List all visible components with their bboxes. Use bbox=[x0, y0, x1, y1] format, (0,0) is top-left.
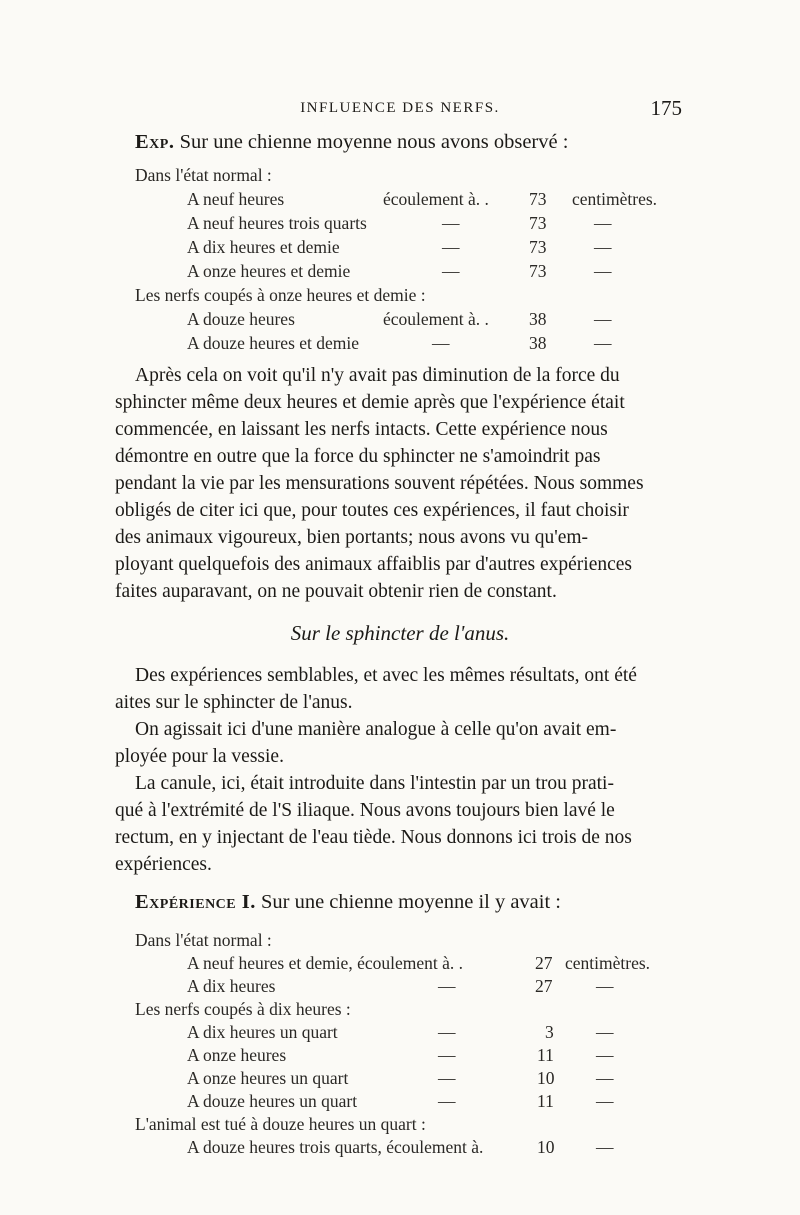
experience-label: Expérience I. bbox=[135, 891, 256, 913]
text-line: rectum, en y injectant de l'eau tiède. Nous donnons ici trois de nos bbox=[115, 827, 632, 848]
row-unit: centimètres. bbox=[572, 189, 658, 209]
row-flow: — bbox=[442, 237, 460, 257]
text-line: qué à l'extrémité de l'S iliaque. Nous avons toujours bien lavé le bbox=[115, 800, 615, 821]
experience-1-heading bbox=[135, 890, 561, 914]
row-flow: — bbox=[432, 333, 450, 353]
row-unit: — bbox=[596, 1022, 614, 1042]
table1-state-normal: Dans l'état normal : bbox=[135, 165, 272, 185]
text-line: commencée, en laissant les nerfs intacts. Cette expérience nous bbox=[115, 419, 608, 440]
page-number: 175 bbox=[650, 96, 682, 120]
row-time: A douze heures trois quarts, écoulement à. bbox=[187, 1137, 484, 1157]
row-value: 38 bbox=[529, 333, 547, 353]
row-flow: — bbox=[438, 1022, 456, 1042]
row-flow: — bbox=[442, 213, 460, 233]
text-line: des animaux vigoureux, bien portants; nous avons vu qu'em- bbox=[115, 527, 589, 548]
row-value: 73 bbox=[529, 261, 547, 281]
row-value: 10 bbox=[537, 1137, 555, 1157]
text-line: Des expériences semblables, et avec les mêmes résultats, ont été bbox=[135, 665, 637, 686]
row-value: 73 bbox=[529, 213, 547, 233]
text-line: pendant la vie par les mensurations souvent répétées. Nous sommes bbox=[115, 473, 644, 494]
row-value: 38 bbox=[529, 309, 547, 329]
row-flow: — bbox=[442, 261, 460, 281]
row-unit: centimètres. bbox=[565, 953, 651, 973]
row-time: A dix heures et demie bbox=[187, 237, 340, 257]
text-line: aites sur le sphincter de l'anus. bbox=[115, 692, 353, 713]
text-line: On agissait ici d'une manière analogue à celle qu'on avait em- bbox=[135, 719, 617, 740]
table2-nerves-cut: Les nerfs coupés à dix heures : bbox=[135, 999, 351, 1019]
row-unit: — bbox=[594, 213, 612, 233]
row-time: A onze heures et demie bbox=[187, 261, 351, 281]
row-time: A onze heures bbox=[187, 1045, 287, 1065]
section-title: Sur le sphincter de l'anus. bbox=[290, 621, 510, 645]
row-value: 27 bbox=[535, 953, 553, 973]
row-value: 27 bbox=[535, 976, 553, 996]
row-flow: — bbox=[438, 976, 456, 996]
running-title: INFLUENCE DES NERFS. bbox=[300, 100, 500, 116]
text-line: faites auparavant, on ne pouvait obtenir rien de constant. bbox=[115, 581, 557, 602]
table2-state-normal: Dans l'état normal : bbox=[135, 930, 272, 950]
row-time: A douze heures un quart bbox=[187, 1091, 358, 1111]
row-time: A onze heures un quart bbox=[187, 1068, 349, 1088]
text-line: ployée pour la vessie. bbox=[115, 746, 284, 767]
row-time: A douze heures bbox=[187, 309, 295, 329]
row-time: A neuf heures bbox=[187, 189, 285, 209]
row-value: 3 bbox=[545, 1022, 554, 1042]
row-value: 10 bbox=[537, 1068, 555, 1088]
exp-intro bbox=[135, 130, 568, 154]
running-head bbox=[0, 96, 800, 124]
row-unit: — bbox=[596, 1068, 614, 1088]
row-time: A douze heures et demie bbox=[187, 333, 360, 353]
row-flow: — bbox=[438, 1068, 456, 1088]
table1-nerves-cut: Les nerfs coupés à onze heures et demie : bbox=[135, 285, 426, 305]
row-unit: — bbox=[594, 309, 612, 329]
row-time: A neuf heures trois quarts bbox=[187, 213, 367, 233]
experience-text: Sur une chienne moyenne il y avait : bbox=[260, 891, 561, 913]
row-flow: — bbox=[438, 1045, 456, 1065]
row-flow: — bbox=[438, 1091, 456, 1111]
text-line: sphincter même deux heures et demie après que l'expérience était bbox=[115, 392, 625, 413]
row-unit: — bbox=[596, 976, 614, 996]
row-unit: — bbox=[596, 1045, 614, 1065]
row-value: 73 bbox=[529, 189, 547, 209]
row-unit: — bbox=[596, 1091, 614, 1111]
row-time: A dix heures bbox=[187, 976, 276, 996]
text-line: La canule, ici, était introduite dans l'intestin par un trou prati- bbox=[135, 773, 614, 794]
row-flow: écoulement à. . bbox=[383, 189, 489, 209]
table2-animal-killed: L'animal est tué à douze heures un quart : bbox=[135, 1114, 426, 1134]
row-value: 11 bbox=[537, 1091, 554, 1111]
row-value: 73 bbox=[529, 237, 547, 257]
row-unit: — bbox=[596, 1137, 614, 1157]
row-unit: — bbox=[594, 333, 612, 353]
exp-intro-text: Sur une chienne moyenne nous avons observé : bbox=[179, 131, 569, 153]
exp-label: Exp. bbox=[135, 131, 175, 153]
row-unit: — bbox=[594, 237, 612, 257]
row-time: A neuf heures et demie, écoulement à. . bbox=[187, 953, 464, 973]
text-line: expériences. bbox=[115, 854, 212, 875]
row-unit: — bbox=[594, 261, 612, 281]
row-value: 11 bbox=[537, 1045, 554, 1065]
text-line: obligés de citer ici que, pour toutes ces expériences, il faut choisir bbox=[115, 500, 629, 521]
row-flow: écoulement à. . bbox=[383, 309, 489, 329]
text-line: Après cela on voit qu'il n'y avait pas diminution de la force du bbox=[135, 365, 620, 386]
text-line: ployant quelquefois des animaux affaiblis par d'autres expériences bbox=[115, 554, 633, 575]
text-line: démontre en outre que la force du sphincter ne s'amoindrit pas bbox=[115, 446, 601, 467]
row-time: A dix heures un quart bbox=[187, 1022, 338, 1042]
